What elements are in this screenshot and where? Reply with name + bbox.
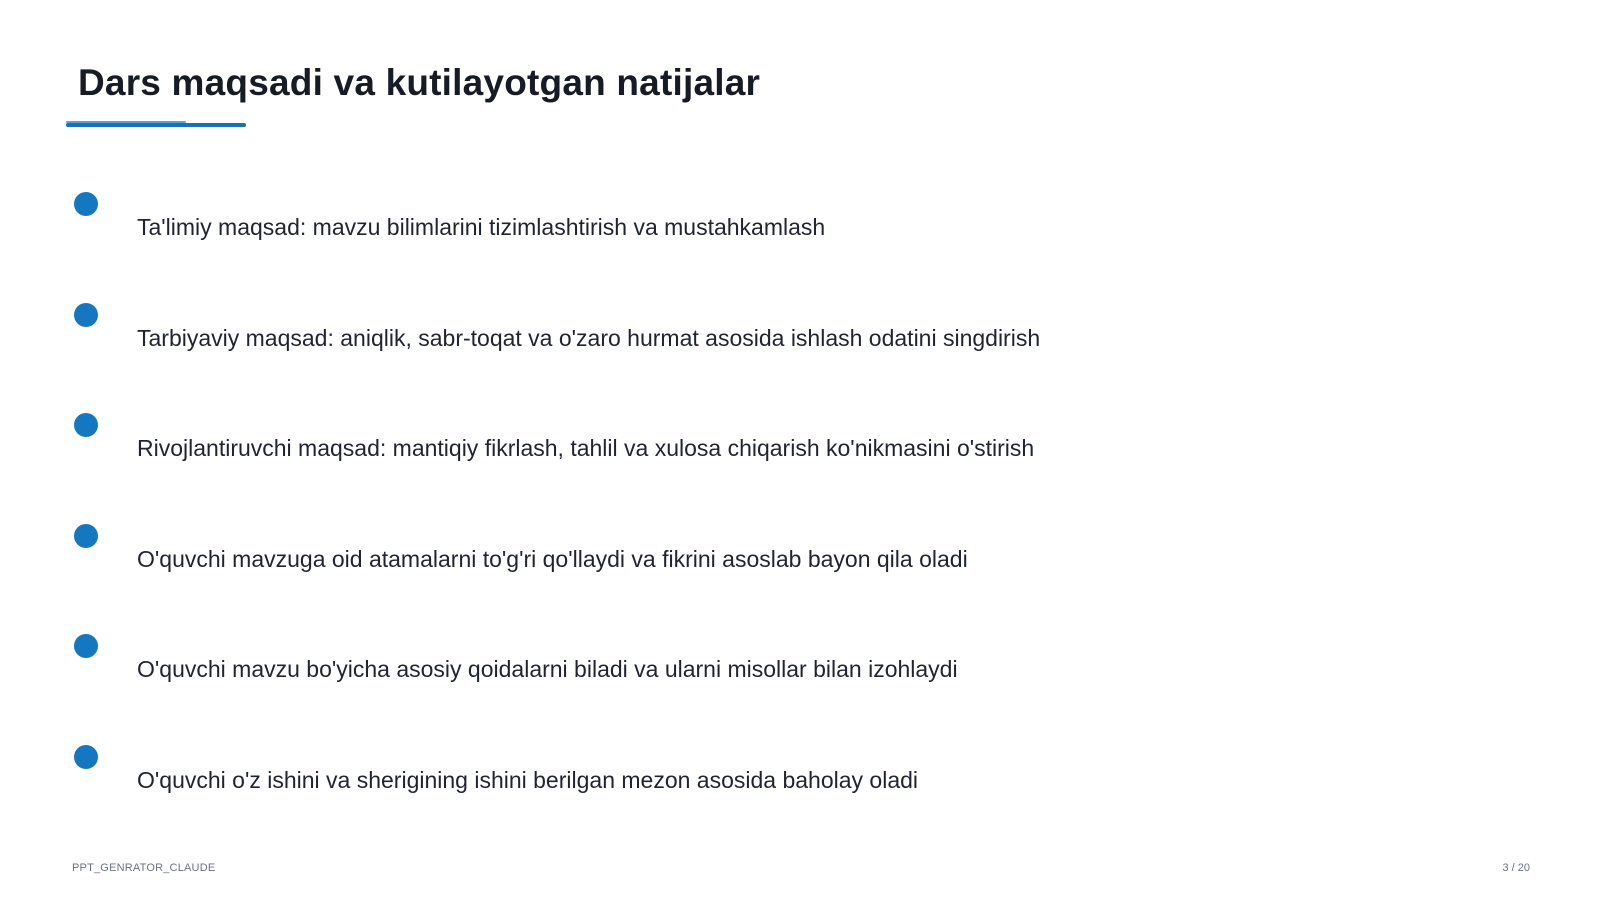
bullet-dot-icon bbox=[74, 413, 98, 437]
bullet-dot-icon bbox=[74, 745, 98, 769]
list-item-text: Tarbiyaviy maqsad: aniqlik, sabr-toqat va o'zaro hurmat asosida ishlash odatini singdirish bbox=[137, 325, 1041, 351]
list-item bbox=[0, 192, 1400, 262]
footer-brand: PPT_GENRATOR_CLAUDE bbox=[72, 862, 216, 874]
list-item-text: O'quvchi mavzuga oid atamalarni to'g'ri qo'llaydi va fikrini asoslab bayon qila oladi bbox=[137, 546, 968, 572]
list-item-text: Rivojlantiruvchi maqsad: mantiqiy fikrlash, tahlil va xulosa chiqarish ko'nikmasini o'stirish bbox=[137, 435, 1035, 461]
bullet-dot-icon bbox=[74, 524, 98, 548]
bullet-dot-icon bbox=[74, 192, 98, 216]
list-item-text: Ta'limiy maqsad: mavzu bilimlarini tizimlashtirish va mustahkamlash bbox=[137, 214, 826, 240]
slide-title: Dars maqsadi va kutilayotgan natijalar bbox=[78, 62, 761, 103]
list-item-text: O'quvchi mavzu bo'yicha asosiy qoidalarni biladi va ularni misollar bilan izohlaydi bbox=[137, 656, 958, 682]
list-item bbox=[0, 524, 1400, 594]
list-item bbox=[0, 634, 1400, 704]
page-indicator: 3 / 20 bbox=[1502, 862, 1530, 874]
list-item bbox=[0, 303, 1400, 373]
bullet-dot-icon bbox=[74, 634, 98, 658]
bullet-dot-icon bbox=[74, 303, 98, 327]
list-item bbox=[0, 745, 1400, 815]
list-item bbox=[0, 413, 1400, 483]
list-item-text: O'quvchi o'z ishini va sherigining ishini berilgan mezon asosida baholay oladi bbox=[137, 767, 919, 793]
